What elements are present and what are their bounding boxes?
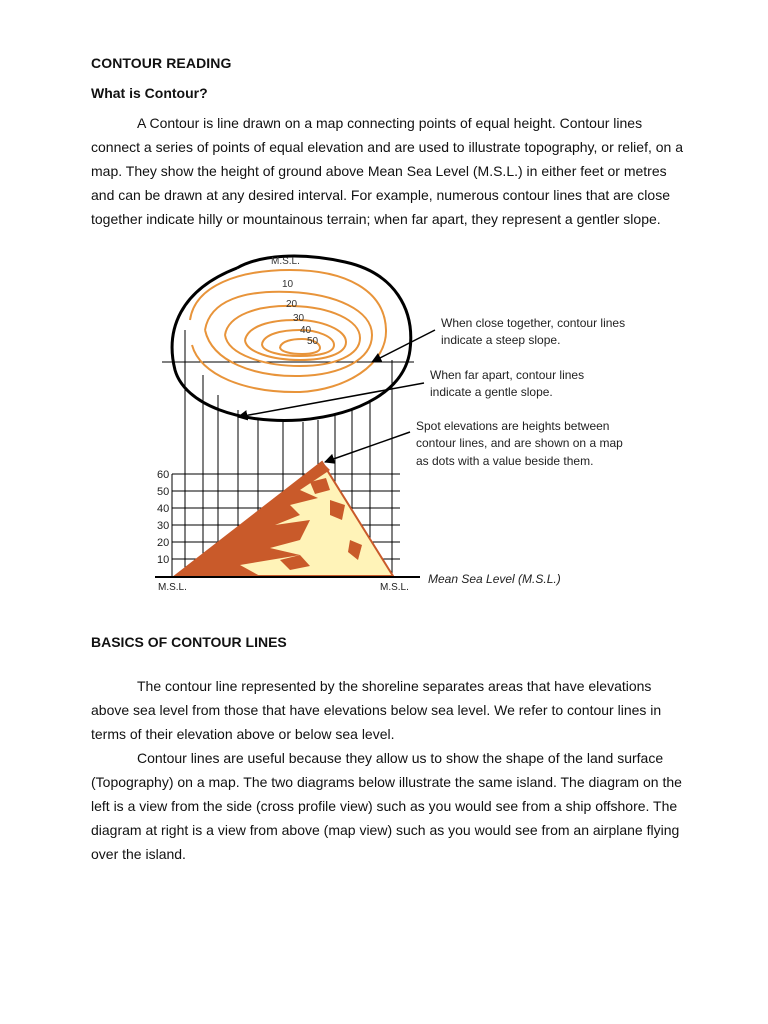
contour-label-50: 50: [307, 336, 319, 347]
msl-caption: Mean Sea Level (M.S.L.): [428, 572, 561, 586]
contour-label-20: 20: [286, 299, 298, 310]
arrow-gentle: [238, 383, 424, 417]
section-heading-basics: BASICS OF CONTOUR LINES: [91, 634, 287, 650]
msl-left-label: M.S.L.: [158, 582, 187, 593]
intro-paragraph: A Contour is line drawn on a map connecting points of equal height. Contour lines connect a series of points of equal elevation and are used to illustrate topography, or relief, on a map. They show the height of ground above Mean Sea Level (M.S.L.) in either feet or metres and can be drawn at any desired interval. For example, numerous contour lines that are close together indicate hilly or mountainous terrain; when far apart, they represent a gentler slope.: [91, 115, 683, 227]
page-title: CONTOUR READING: [91, 55, 232, 71]
annotations: [416, 316, 625, 468]
contour-label-30: 30: [293, 313, 305, 324]
arrow-steep: [372, 330, 435, 362]
paragraph-topography: Contour lines are useful because they allow us to show the shape of the land surface (Topography) on a map. The two diagrams below illustrate the same island. The diagram on the left is a view from the side (cross profile view) such as you would see from a ship offshore. The diagram at right is a view from above (map view) such as you would see from an airplane flying over the island.: [91, 750, 682, 862]
section-subheading: What is Contour?: [91, 85, 208, 101]
annotation-spot-line1: Spot elevations are heights between: [416, 419, 610, 433]
contour-lines: [188, 270, 404, 412]
y-axis-labels: [157, 469, 169, 566]
annotation-steep-line1: When close together, contour lines: [441, 316, 626, 330]
cross-section-profile: [175, 462, 393, 576]
msl-right-label: M.S.L.: [380, 582, 409, 593]
svg-text:60: 60: [157, 469, 170, 481]
svg-text:20: 20: [157, 537, 170, 549]
paragraph-shoreline: The contour line represented by the shoreline separates areas that have elevations above sea level from those that have elevations below sea level. We refer to contour lines in terms of their elevation above or below sea level.: [91, 678, 662, 742]
contour-label-msl: M.S.L.: [271, 256, 300, 267]
annotation-gentle-line1: When far apart, contour lines: [430, 368, 585, 382]
annotation-spot-line3: as dots with a value beside them.: [416, 454, 594, 468]
contour-label-40: 40: [300, 325, 312, 336]
arrow-spot: [325, 432, 410, 462]
svg-text:50: 50: [157, 486, 170, 498]
svg-text:30: 30: [157, 520, 170, 532]
svg-text:10: 10: [157, 554, 170, 566]
contour-label-10: 10: [282, 279, 294, 290]
svg-text:40: 40: [157, 503, 170, 515]
annotation-steep-line2: indicate a steep slope.: [441, 333, 561, 347]
annotation-spot-line2: contour lines, and are shown on a map: [416, 436, 623, 450]
annotation-gentle-line2: indicate a gentle slope.: [430, 385, 553, 399]
